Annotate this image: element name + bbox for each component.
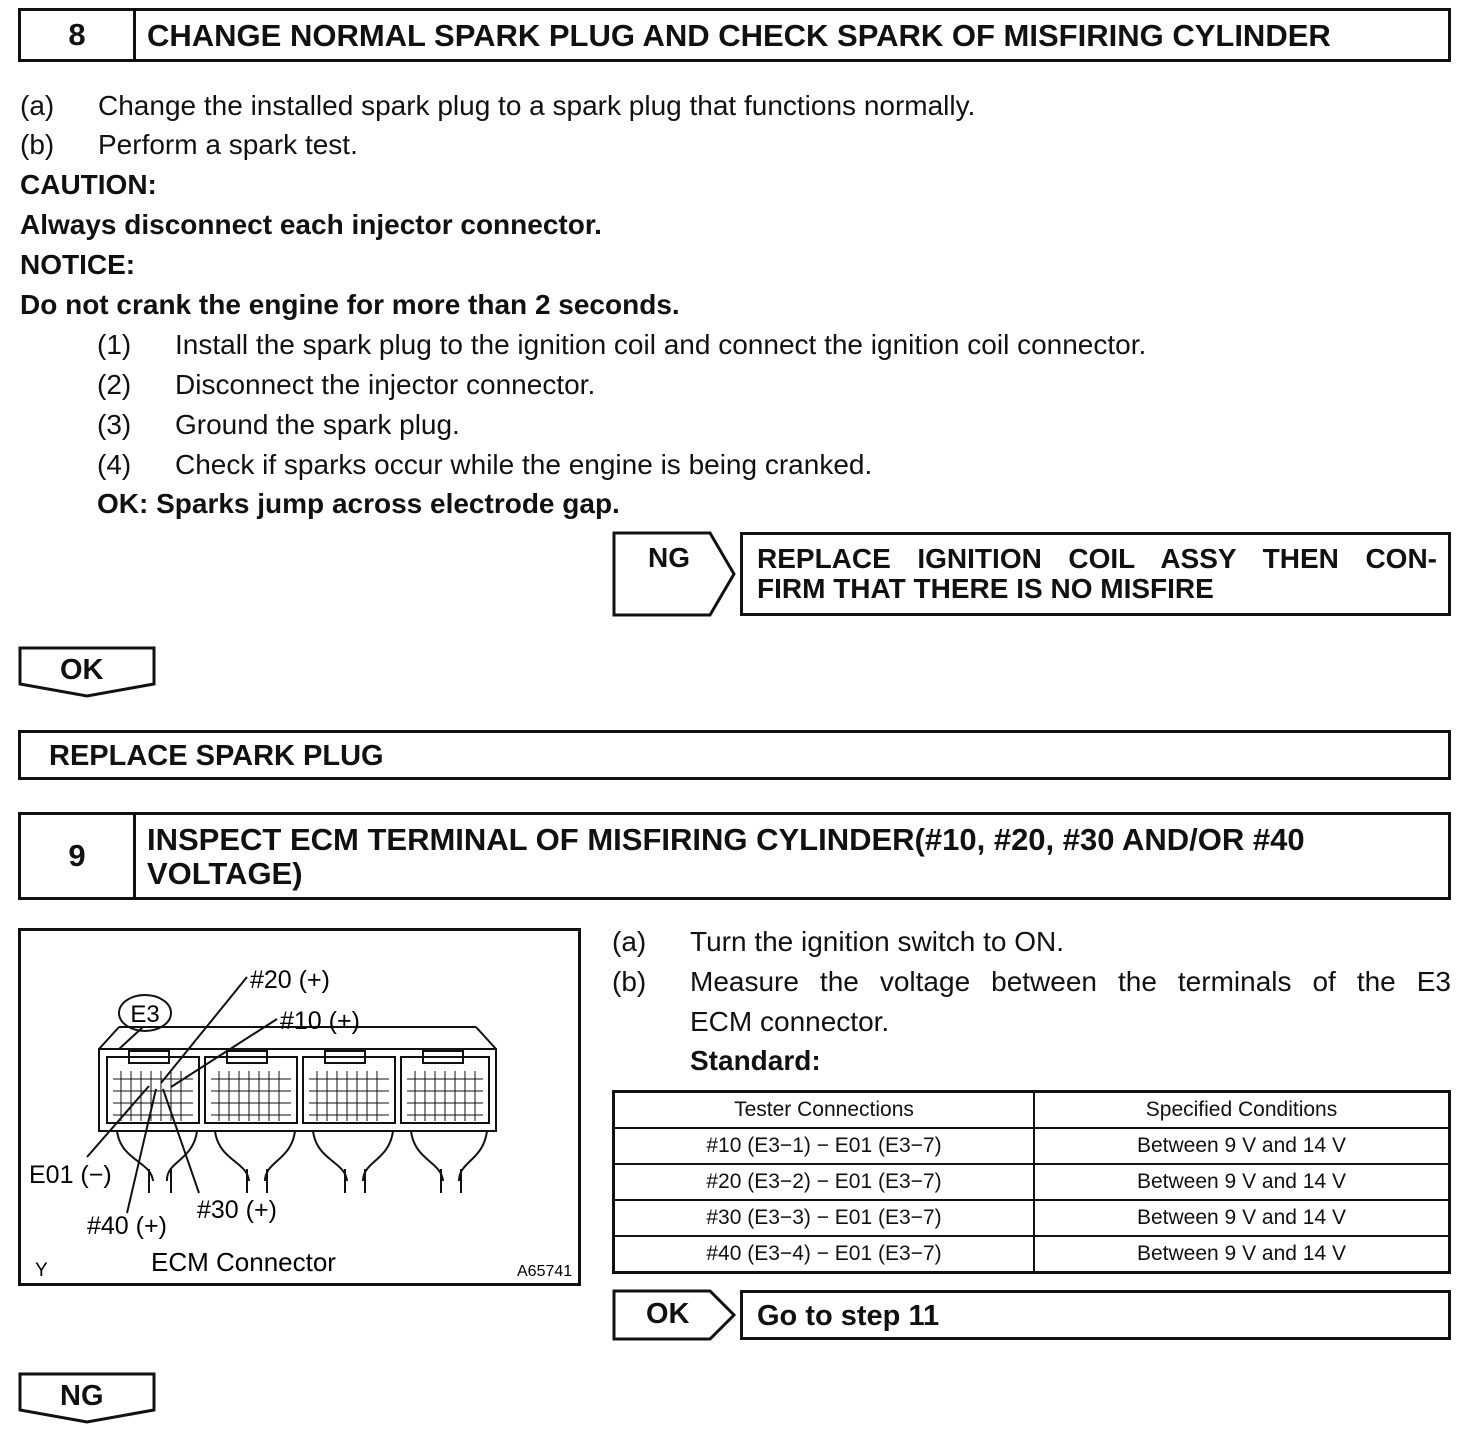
table-cell: Between 9 V and 14 V [1034,1128,1450,1164]
spec-table [612,1090,1451,1274]
substep-label: (3) [97,409,132,440]
notice-label: NOTICE: [20,249,136,280]
step-title-line2: VOLTAGE) [147,856,303,891]
step-label: (a) [20,90,55,121]
ecm-connector-diagram [21,931,578,1283]
table-cell: Between 9 V and 14 V [1034,1236,1450,1273]
ng-action-line1: REPLACE IGNITION COIL ASSY THEN CON- [757,543,1437,574]
table-header-cell: Specified Conditions [1034,1092,1450,1129]
step-text-line1: Measure the voltage between the terminals of the E3 [690,966,1451,997]
table-cell: Between 9 V and 14 V [1034,1200,1450,1236]
figure-id: A65741 [517,1263,573,1280]
substep-label: (4) [97,449,132,480]
ok-criteria: OK: Sparks jump across electrode gap. [97,488,620,519]
substep-text: Install the spark plug to the ignition coil and connect the ignition coil connector. [175,329,1147,360]
step-title: CHANGE NORMAL SPARK PLUG AND CHECK SPARK OF MISFIRING CYLINDER [147,17,1331,53]
ok-label: OK [646,1298,690,1330]
substep-text: Disconnect the injector connector. [175,369,596,400]
substep-label: (2) [97,369,132,400]
step-text: Turn the ignition switch to ON. [690,926,1065,957]
label-40: #40 (+) [87,1212,167,1240]
step-label: (b) [20,129,55,160]
notice-text: Do not crank the engine for more than 2 seconds. [20,289,680,320]
label-10: #10 (+) [280,1007,360,1035]
step-number: 9 [21,815,136,897]
table-row [614,1200,1450,1236]
ng-label: NG [648,542,690,573]
label-20: #20 (+) [250,966,330,994]
step-text: Perform a spark test. [98,129,358,160]
ng-label: NG [60,1380,104,1412]
standard-label: Standard: [690,1045,821,1076]
ng-action-box [740,532,1451,616]
table-row [614,1164,1450,1200]
step-text: Change the installed spark plug to a spark plug that functions normally. [98,90,976,121]
ok-action-box [18,730,1451,780]
label-30: #30 (+) [197,1196,277,1224]
table-row [614,1128,1450,1164]
table-header-cell: Tester Connections [614,1092,1035,1129]
substep-text: Check if sparks occur while the engine is being cranked. [175,449,873,480]
step-title [147,823,1305,891]
ok-action-text: REPLACE SPARK PLUG [49,740,384,772]
substep-text: Ground the spark plug. [175,409,460,440]
ok-label: OK [60,654,104,686]
caution-label: CAUTION: [20,169,157,200]
step-9-header [18,812,1451,900]
substep-label: (1) [97,329,132,360]
step-8-header [18,8,1451,62]
figure-corner-label: Y [35,1260,48,1281]
step-title-line1: INSPECT ECM TERMINAL OF MISFIRING CYLINDER(#10, #20, #30 AND/OR #40 [147,822,1305,857]
step-label: (a) [612,926,647,957]
connector-id: E3 [130,1001,160,1028]
table-cell: #10 (E3−1) − E01 (E3−7) [614,1128,1035,1164]
step9-item-b-line2: ECM connector. [690,1006,890,1037]
table-cell: #20 (E3−2) − E01 (E3−7) [614,1164,1035,1200]
table-header-row [614,1092,1450,1129]
table-cell: #40 (E3−4) − E01 (E3−7) [614,1236,1035,1273]
ok-action-text: Go to step 11 [757,1300,940,1332]
table-cell: #30 (E3−3) − E01 (E3−7) [614,1200,1035,1236]
caution-text: Always disconnect each injector connector. [20,209,602,240]
ok-action-box [740,1290,1451,1340]
table-row [614,1236,1450,1273]
step-number: 8 [21,11,136,59]
step-label: (b) [612,966,647,997]
ng-action-line2: FIRM THAT THERE IS NO MISFIRE [757,573,1214,604]
table-cell: Between 9 V and 14 V [1034,1164,1450,1200]
ecm-connector-figure [18,928,581,1286]
figure-caption: ECM Connector [151,1247,336,1277]
label-e01: E01 (−) [29,1161,112,1189]
